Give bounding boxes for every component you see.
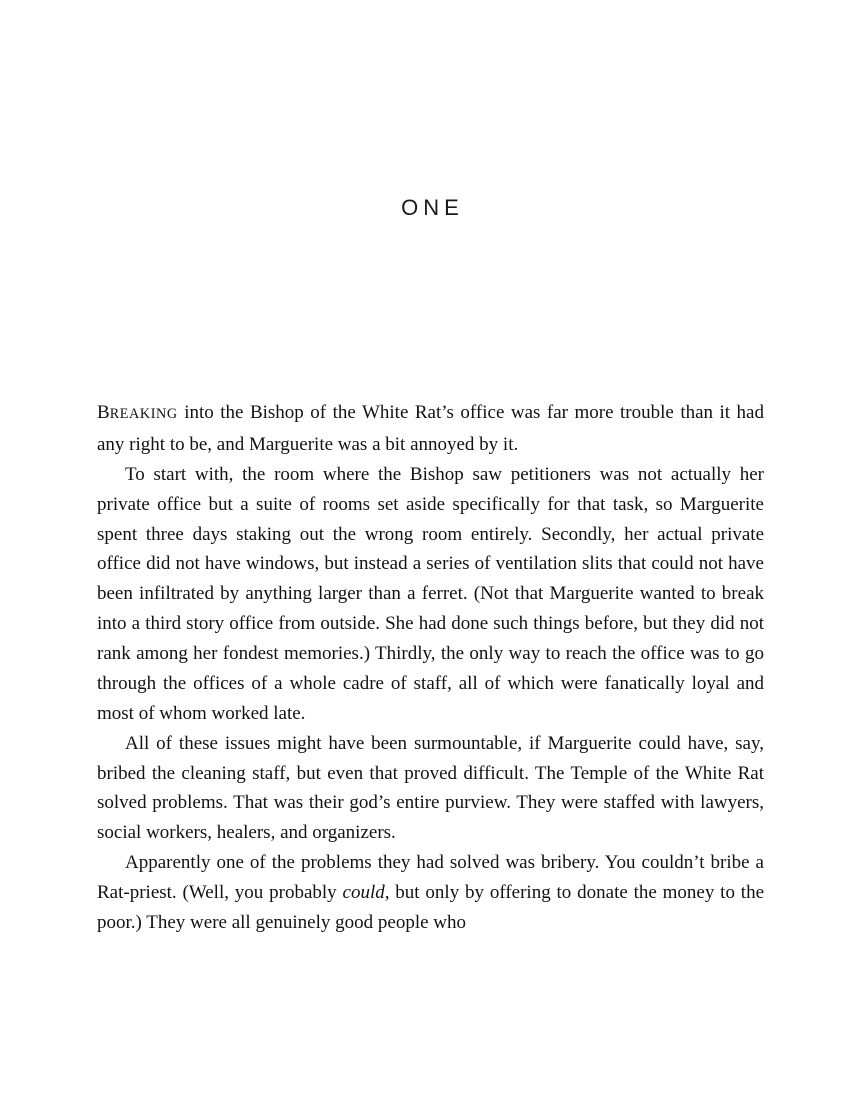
lead-capital: B — [97, 402, 110, 423]
paragraph: To start with, the room where the Bishop saw petitioners was not actually her private office but a suite of rooms set aside specifically for that task, so Marguerite spent three days staking out the wrong room entirely. Secondly, her actual private office did not have windows, but instead a series of ventilation slits that could not have been infiltrated by anything larger than a ferret. (Not that Marguerite wanted to break into a third story office from outside. She had done such things before, but they did not rank among her fondest memories.) Thirdly, the only way to reach the office was to go through the offices of a whole cadre of staff, all of which were fanatically loyal and most of whom worked late. — [97, 463, 764, 724]
paragraph-text: into the Bishop of the White Rat’s office was far more trouble than it had any right to be, and Marguerite was a bit annoyed by it. — [97, 402, 764, 455]
italic-word: could — [342, 882, 385, 903]
paragraph-text: , but only by offering to donate the money to the poor.) They were all genuinely good people who — [97, 882, 765, 933]
paragraph-text: Apparently one of the problems they had solved was bribery. You couldn’t bribe a Rat-priest. (Well, you probably — [97, 852, 764, 903]
chapter-heading: ONE — [401, 195, 464, 220]
small-caps-word: REAKING — [109, 406, 178, 422]
body-text — [97, 398, 764, 938]
paragraph-opening — [97, 398, 764, 460]
paragraph — [97, 848, 764, 938]
paragraph: All of these issues might have been surmountable, if Marguerite could have, say, bribed the cleaning staff, but even that proved difficult. The Temple of the White Rat solved problems. That was their god’s entire purview. They were staffed with lawyers, social workers, healers, and organizers. — [97, 732, 764, 844]
